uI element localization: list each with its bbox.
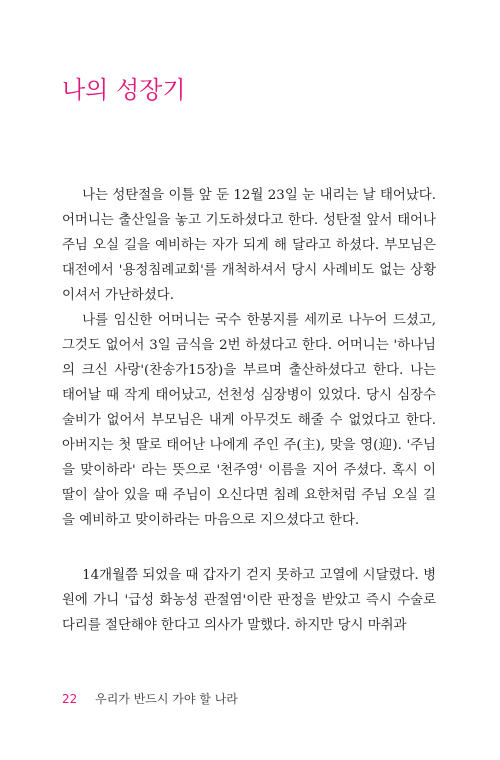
chapter-title: 나의 성장기 <box>62 76 186 104</box>
body-section-1 <box>62 183 436 533</box>
body-section-2 <box>62 563 436 638</box>
paragraph: 나는 성탄절을 이틀 앞 둔 12월 23일 눈 내리는 날 태어났다. 어머니는 출산일을 놓고 기도하셨다고 한다. 성탄절 앞서 태어나 주님 오실 길을 예비하는 자가 되게 해 달라고 하셨다. 부모님은 대전에서 '용정침례교회'를 개척하셔서 당시 사례비도 없는 상황이셔서 가난하셨다. <box>62 188 436 303</box>
page-number: 22 <box>62 692 78 706</box>
paragraph: 나를 임신한 어머니는 국수 한봉지를 세끼로 나누어 드셨고, 그것도 없어서 3일 금식을 2번 하셨다고 한다. 어머니는 '하나님의 크신 사랑'(찬송가15장)을 부르며 출산하셨다고 한다. 나는 태어날 때 작게 태어났고, 선천성 심장병이 있었다. 당시 심장수술비가 없어서 부모님은 내게 아무것도 해줄 수 없었다고 한다. 아버지는 첫 딸로 태어난 나에게 주인 주(主), 맞을 영(迎). '주님을 맞이하라' 라는 뜻으로 '천주영' 이름을 지어 주셨다. 혹시 이 딸이 살아 있을 때 주님이 오신다면 침례 요한처럼 주님 오실 길을 예비하고 맞이하라는 마음으로 지으셨다고 한다. <box>62 313 436 528</box>
running-title: 우리가 반드시 가야 할 나라 <box>95 692 238 706</box>
page-footer <box>62 690 238 707</box>
paragraph: 14개월쯤 되었을 때 갑자기 걷지 못하고 고열에 시달렸다. 병원에 가니 '급성 화농성 관절염'이란 판정을 받았고 즉시 수술로 다리를 절단해야 한다고 의사가 말했다. 하지만 당시 마취과 <box>62 568 436 633</box>
